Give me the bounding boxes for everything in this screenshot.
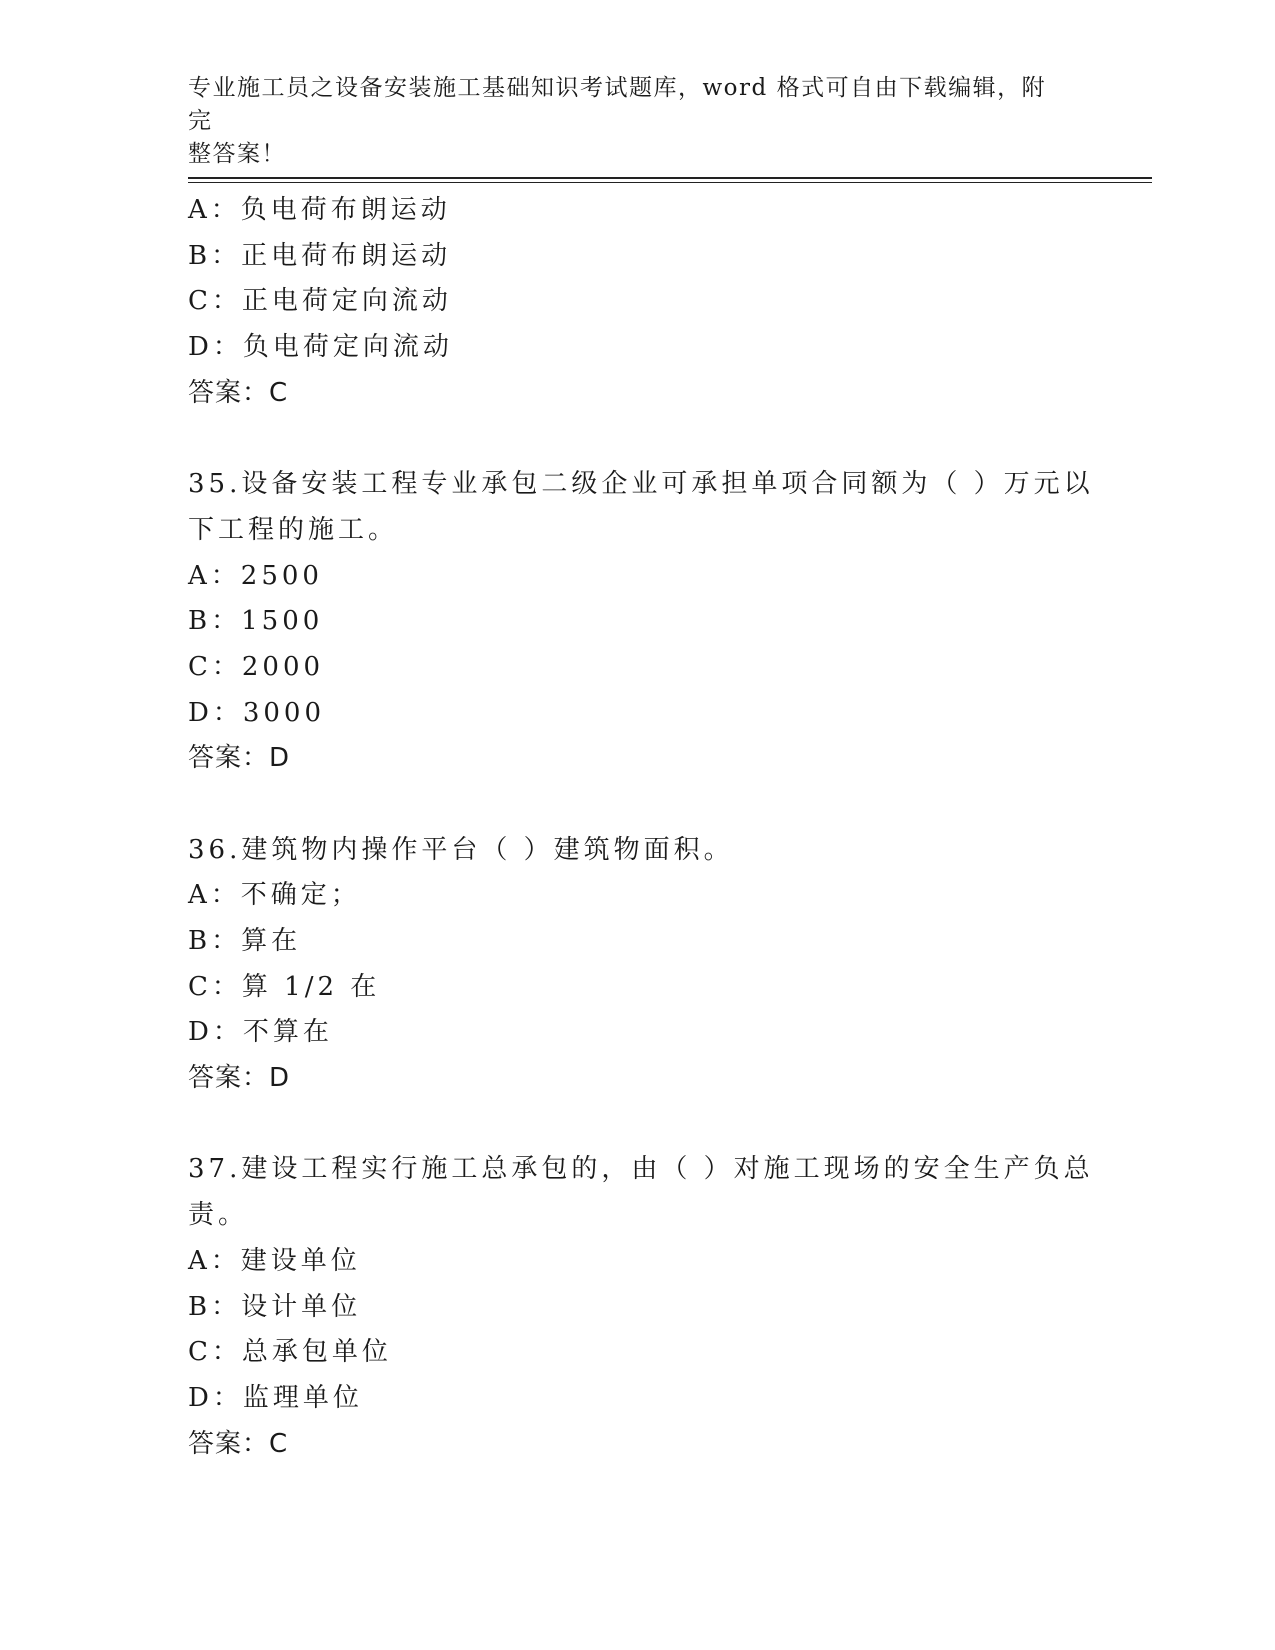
option-d: D：监理单位 bbox=[188, 1382, 363, 1413]
option-c: C：2000 bbox=[188, 651, 325, 682]
option-c: C：算 1/2 在 bbox=[188, 971, 381, 1002]
question-35 bbox=[188, 462, 1094, 782]
answer-line: 答案：D bbox=[188, 743, 291, 774]
question-stem-line-2: 责。 bbox=[188, 1200, 249, 1231]
option-a: A：不确定； bbox=[188, 880, 361, 911]
question-37 bbox=[188, 1147, 1094, 1467]
question-stem-line-2: 下工程的施工。 bbox=[188, 514, 399, 545]
answer-line: 答案：C bbox=[188, 1428, 289, 1459]
option-d: D：3000 bbox=[188, 697, 326, 728]
option-b: B：设计单位 bbox=[188, 1291, 362, 1322]
question-stem-line-1: 37.建设工程实行施工总承包的，由（ ）对施工现场的安全生产负总 bbox=[188, 1154, 1094, 1185]
spacer bbox=[188, 1102, 1088, 1148]
option-a: A：2500 bbox=[188, 560, 323, 591]
option-b: B：算在 bbox=[188, 926, 302, 956]
header-line-1: 专业施工员之设备安装施工基础知识考试题库，word 格式可自由下载编辑，附完 bbox=[188, 75, 1047, 134]
answer-line: 答案：D bbox=[188, 1063, 291, 1094]
question-36 bbox=[188, 828, 1088, 1102]
question-list bbox=[188, 188, 1094, 1467]
header-divider-thick bbox=[188, 177, 1152, 179]
document-header bbox=[188, 72, 1068, 171]
option-a: A：建设单位 bbox=[188, 1245, 361, 1276]
option-d: D：负电荷定向流动 bbox=[188, 332, 453, 363]
option-d: D：不算在 bbox=[188, 1017, 333, 1048]
option-c: C：总承包单位 bbox=[188, 1337, 392, 1368]
spacer bbox=[188, 782, 1088, 828]
option-b: B：正电荷布朗运动 bbox=[188, 240, 452, 271]
header-line-2: 整答案！ bbox=[188, 141, 286, 167]
header-divider-thin bbox=[188, 182, 1152, 183]
question-stem-line-1: 36.建筑物内操作平台（ ）建筑物面积。 bbox=[188, 834, 734, 865]
answer-line: 答案：C bbox=[188, 377, 289, 408]
question-stem-line-1: 35.设备安装工程专业承包二级企业可承担单项合同额为（ ）万元以 bbox=[188, 469, 1094, 500]
option-c: C：正电荷定向流动 bbox=[188, 286, 452, 317]
question-34 bbox=[188, 188, 1088, 416]
option-b: B：1500 bbox=[188, 606, 324, 637]
spacer bbox=[188, 416, 1088, 462]
option-a: A：负电荷布朗运动 bbox=[188, 195, 451, 225]
